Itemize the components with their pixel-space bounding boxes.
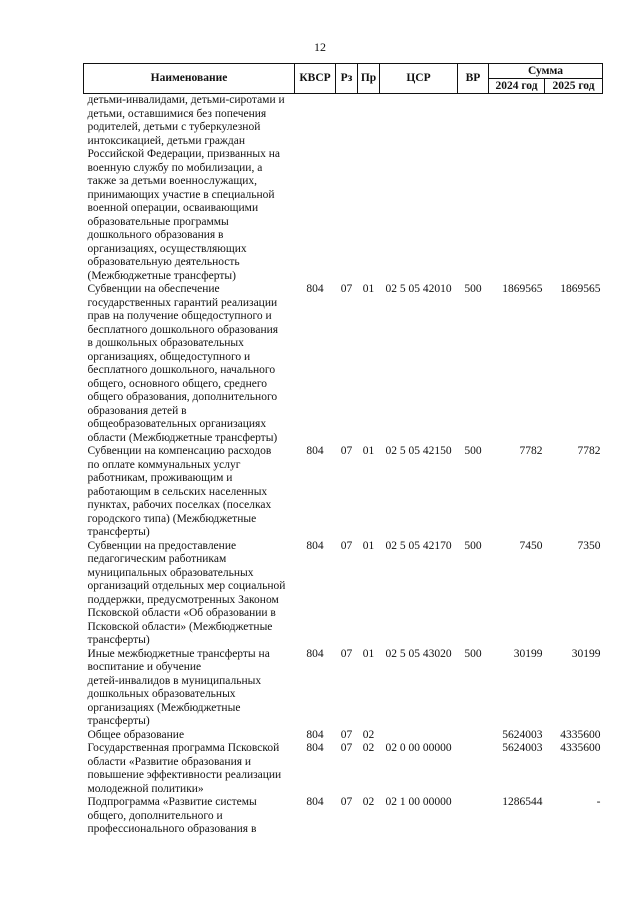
vr-cell: 500: [464, 647, 482, 660]
row-name-line: общеобразовательных организациях: [87, 418, 267, 430]
table-row: [84, 94, 603, 284]
row-name-line: образовательную деятельность: [87, 256, 240, 268]
amount-2024-cell: 7450: [519, 539, 543, 552]
row-name-line: организациях, осуществляющих: [87, 242, 247, 255]
row-name-line: поддержки, предусмотренных Законом: [87, 593, 279, 606]
csr-cell: [380, 729, 458, 743]
row-name-line: прав на получение общедоступного и: [87, 310, 272, 322]
amount-2025-cell: 7782: [577, 445, 601, 457]
row-name-line: области (Межбюджетные трансферты): [87, 431, 278, 444]
row-name-cell: [84, 540, 295, 648]
row-name-line: общего, дополнительного и: [87, 809, 223, 822]
amount-2025-cell: 30199: [571, 647, 601, 660]
row-name-line: по оплате коммунальных услуг: [87, 458, 241, 471]
row-name-line: дошкольных образовательных: [87, 688, 236, 700]
row-name-cell: [84, 648, 295, 729]
row-name-line: военную службу по мобилизации, а: [87, 161, 263, 174]
vr-cell: 500: [464, 283, 482, 295]
table-row: [84, 729, 603, 743]
row-name-line: муниципальных образовательных: [87, 566, 254, 579]
row-name-cell: [84, 445, 295, 540]
rz-cell: 07: [340, 796, 353, 808]
amount-2024-cell: 1869565: [502, 283, 543, 295]
kvsr-cell: 804: [306, 728, 324, 741]
row-name-line: области «Развитие образования и: [87, 755, 252, 768]
amount-2024-cell: 7782: [519, 445, 543, 457]
pr-cell: 01: [362, 647, 375, 660]
pr-cell: 02: [362, 728, 375, 741]
pr-cell: [358, 94, 380, 284]
row-name-cell: [84, 796, 295, 837]
row-name-line: общего, основного общего, среднего: [87, 377, 268, 390]
csr-cell: 02 5 05 42170: [385, 539, 452, 552]
row-name-line: детьми, оставшимися без попечения: [87, 107, 267, 120]
pr-cell: 02: [362, 796, 375, 808]
row-name-line: дошкольного образования в: [87, 229, 224, 241]
header-csr: ЦСР: [380, 64, 458, 94]
rz-cell: 07: [340, 283, 353, 295]
vr-cell: [458, 729, 489, 743]
table-row: [84, 648, 603, 729]
rz-cell: 07: [340, 728, 353, 741]
table-row: [84, 742, 603, 796]
amount-2025-cell: 4335600: [560, 742, 601, 754]
header-rz: Рз: [336, 64, 358, 94]
rz-cell: 07: [340, 445, 353, 457]
header-year-2024: 2024 год: [489, 79, 545, 94]
row-name-line: трансферты): [87, 634, 150, 646]
vr-cell: 500: [464, 445, 482, 457]
row-name-line: родителей, детьми с туберкулезной: [87, 121, 261, 133]
amount-2025-cell: 1869565: [560, 283, 601, 295]
table-row: [84, 445, 603, 540]
rz-cell: [336, 94, 358, 284]
amount-2025-cell: 4335600: [560, 728, 601, 741]
amount-2024-cell: 5624003: [502, 728, 543, 741]
row-name-line: трансферты): [87, 715, 150, 727]
table-body: [84, 94, 603, 837]
row-name-line: Подпрограмма «Развитие системы: [87, 796, 257, 808]
row-name-line: детьми-инвалидами, детьми-сиротами и: [87, 94, 285, 106]
row-name-line: интоксикацией, детьми граждан: [87, 134, 245, 147]
row-name-line: Иные межбюджетные трансферты на: [87, 647, 270, 660]
row-name-line: Субвенции на предоставление: [87, 539, 237, 552]
row-name-line: бесплатного дошкольного, начального: [87, 364, 276, 376]
row-name-line: работающим в сельских населенных: [87, 485, 268, 498]
row-name-line: работникам, проживающим и: [87, 472, 233, 484]
row-name-line: организациях (Межбюджетные: [87, 701, 241, 714]
pr-cell: 01: [362, 539, 375, 552]
row-name-line: также за детьми военнослужащих,: [87, 175, 258, 187]
row-name-line: Субвенции на компенсацию расходов: [87, 445, 272, 457]
kvsr-cell: 804: [306, 796, 324, 808]
vr-cell: [458, 94, 489, 284]
pr-cell: 02: [362, 742, 375, 754]
kvsr-cell: [295, 94, 336, 284]
vr-cell: 500: [464, 539, 482, 552]
row-name-line: Общее образование: [87, 728, 185, 741]
pr-cell: 01: [362, 445, 375, 457]
row-name-line: профессионального образования в: [87, 823, 257, 835]
row-name-cell: [84, 283, 295, 445]
row-name-line: трансферты): [87, 526, 150, 538]
rz-cell: 07: [340, 742, 353, 754]
amount-2024-cell: 5624003: [502, 742, 543, 754]
amount-2025-cell: -: [596, 796, 601, 808]
row-name-line: молодежной политики»: [87, 782, 204, 795]
csr-cell: 02 0 00 00000: [385, 742, 452, 754]
amount-2025-cell: [545, 94, 603, 284]
kvsr-cell: 804: [306, 539, 324, 552]
row-name-cell: [84, 94, 295, 284]
row-name-line: военной операции, осваивающими: [87, 202, 259, 214]
row-name-line: в дошкольных образовательных: [87, 337, 244, 349]
row-name-line: педагогическим работникам: [87, 553, 227, 565]
amount-2024-cell: 30199: [513, 647, 543, 660]
vr-cell: [458, 796, 489, 837]
rz-cell: 07: [340, 647, 353, 660]
kvsr-cell: 804: [306, 283, 324, 295]
row-name-line: организаций отдельных мер социальной: [87, 580, 286, 592]
csr-cell: 02 5 05 43020: [385, 647, 452, 660]
row-name-line: Субвенции на обеспечение: [87, 283, 220, 295]
row-name-line: бесплатного дошкольного образования: [87, 323, 279, 336]
row-name-line: организациях, общедоступного и: [87, 350, 251, 363]
budget-table: [83, 63, 603, 837]
row-name-line: Российской Федерации, призванных на: [87, 148, 281, 160]
kvsr-cell: 804: [306, 445, 324, 457]
kvsr-cell: 804: [306, 647, 324, 660]
row-name-cell: [84, 742, 295, 796]
header-vr: ВР: [458, 64, 489, 94]
vr-cell: [458, 742, 489, 796]
pr-cell: 01: [362, 283, 375, 295]
amount-2024-cell: [489, 94, 545, 284]
row-name-line: (Межбюджетные трансферты): [87, 269, 236, 282]
header-sum: Сумма: [489, 64, 603, 79]
row-name-line: Псковской области «Об образовании в: [87, 607, 276, 619]
row-name-line: Государственная программа Псковской: [87, 742, 280, 754]
header-kvsr: КВСР: [295, 64, 336, 94]
row-name-line: образовательные программы: [87, 215, 229, 228]
row-name-line: воспитание и обучение: [87, 661, 202, 673]
amount-2025-cell: 7350: [577, 539, 601, 552]
row-name-line: городского типа) (Межбюджетные: [87, 512, 257, 525]
amount-2024-cell: 1286544: [502, 796, 543, 808]
csr-cell: 02 5 05 42150: [385, 445, 452, 457]
header-pr: Пр: [358, 64, 380, 94]
row-name-line: пунктах, рабочих поселках (поселках: [87, 499, 272, 511]
table-row: [84, 540, 603, 648]
header-name: Наименование: [84, 64, 295, 94]
row-name-cell: [84, 729, 295, 743]
row-name-line: государственных гарантий реализации: [87, 296, 278, 309]
csr-cell: 02 1 00 00000: [385, 796, 452, 808]
page-number: 12: [314, 40, 326, 54]
row-name-line: детей-инвалидов в муниципальных: [87, 674, 262, 687]
table-row: [84, 283, 603, 445]
table-row: [84, 796, 603, 837]
row-name-line: Псковской области» (Межбюджетные: [87, 620, 273, 633]
row-name-line: общего образования, дополнительного: [87, 391, 278, 403]
rz-cell: 07: [340, 539, 353, 552]
row-name-line: принимающих участие в специальной: [87, 188, 275, 201]
row-name-line: повышение эффективности реализации: [87, 769, 282, 781]
header-year-2025: 2025 год: [545, 79, 603, 94]
csr-cell: [380, 94, 458, 284]
kvsr-cell: 804: [306, 742, 324, 754]
csr-cell: 02 5 05 42010: [385, 283, 452, 295]
row-name-line: образования детей в: [87, 404, 187, 417]
